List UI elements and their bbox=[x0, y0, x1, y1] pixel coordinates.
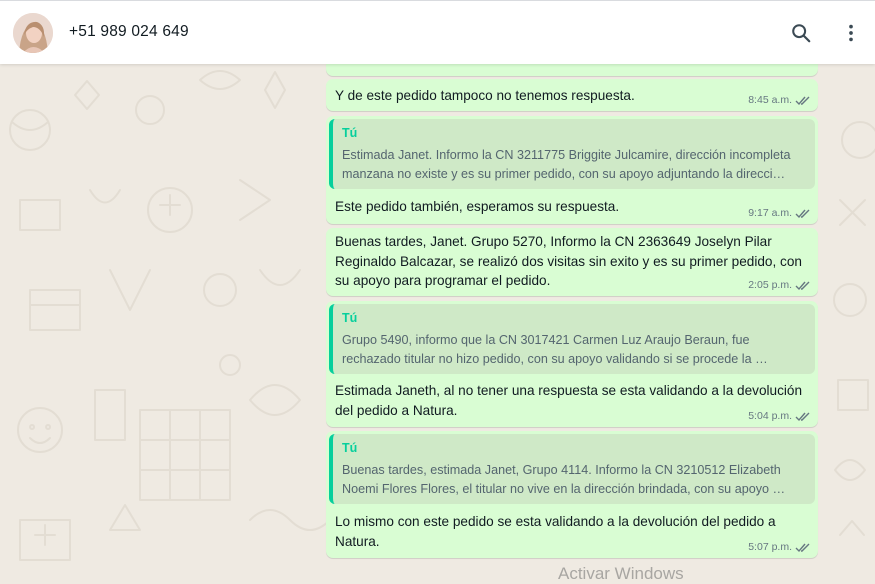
message-time: 2:05 p.m. bbox=[748, 279, 792, 291]
message-text: Buenas tardes, Janet. Grupo 5270, Informo la CN 2363649 Joselyn Pilar Reginaldo Balcazar, se realizó dos visitas sin exito y es su primer pedido, con su apoyo para programar el pedido. bbox=[335, 234, 802, 288]
quote-text: Grupo 5490, informo que la CN 3017421 Carmen Luz Araujo Beraun, fue rechazado titular no hizo pedido, con su apoyo validando si se procede la … bbox=[342, 333, 768, 366]
double-check-icon bbox=[795, 208, 811, 219]
message-bubble[interactable] bbox=[326, 301, 818, 427]
message-bubble[interactable] bbox=[326, 228, 818, 296]
double-check-icon bbox=[795, 411, 811, 422]
avatar-photo bbox=[13, 13, 53, 53]
quote-text: Buenas tardes, estimada Janet, Grupo 4114. Informo la CN 3210512 Elizabeth Noemi Flores Flores, el titular no vive en la dirección brindada, con su apoyo … bbox=[342, 463, 786, 496]
quote-author: Tú bbox=[342, 441, 358, 455]
quoted-message[interactable] bbox=[329, 434, 815, 504]
quote-author: Tú bbox=[342, 126, 358, 140]
search-button[interactable] bbox=[787, 19, 815, 47]
message-time: 5:07 p.m. bbox=[748, 541, 792, 553]
message-time: 9:17 a.m. bbox=[748, 207, 792, 219]
message-meta bbox=[748, 279, 811, 291]
double-check-icon bbox=[795, 542, 811, 553]
message-bubble[interactable] bbox=[326, 79, 818, 111]
menu-button[interactable] bbox=[837, 19, 865, 47]
double-check-icon bbox=[795, 280, 811, 291]
quoted-message[interactable] bbox=[329, 119, 815, 189]
message-meta bbox=[748, 207, 811, 219]
message-meta bbox=[748, 541, 811, 553]
message-time: 5:04 p.m. bbox=[748, 410, 792, 422]
message-text: Este pedido también, esperamos su respuesta. bbox=[335, 199, 620, 214]
contact-avatar[interactable] bbox=[13, 13, 53, 53]
message-time: 8:45 a.m. bbox=[748, 94, 792, 106]
message-text: Y de este pedido tampoco no tenemos respuesta. bbox=[335, 88, 635, 103]
message-meta bbox=[748, 410, 811, 422]
message-meta bbox=[748, 94, 811, 106]
more-vertical-icon bbox=[840, 22, 862, 44]
contact-name[interactable]: +51 989 024 649 bbox=[69, 23, 189, 40]
message-list[interactable] bbox=[0, 64, 875, 580]
quote-author: Tú bbox=[342, 311, 358, 325]
message-bubble[interactable] bbox=[326, 116, 818, 224]
message-text: Lo mismo con este pedido se esta validando a la devolución del pedido a Natura. bbox=[335, 514, 776, 549]
windows-activation-watermark: Activar Windows bbox=[558, 564, 684, 583]
search-icon bbox=[790, 22, 812, 44]
double-check-icon bbox=[795, 95, 811, 106]
chat-header bbox=[0, 0, 875, 64]
quoted-message[interactable] bbox=[329, 304, 815, 374]
message-bubble[interactable] bbox=[326, 431, 818, 558]
quote-text: Estimada Janet. Informo la CN 3211775 Briggite Julcamire, dirección incompleta manzana no existe y es su primer pedido, con su apoyo adjuntando la direcci… bbox=[342, 148, 791, 181]
message-text: Estimada Janeth, al no tener una respuesta se esta validando a la devolución del pedido a Natura. bbox=[335, 383, 803, 418]
